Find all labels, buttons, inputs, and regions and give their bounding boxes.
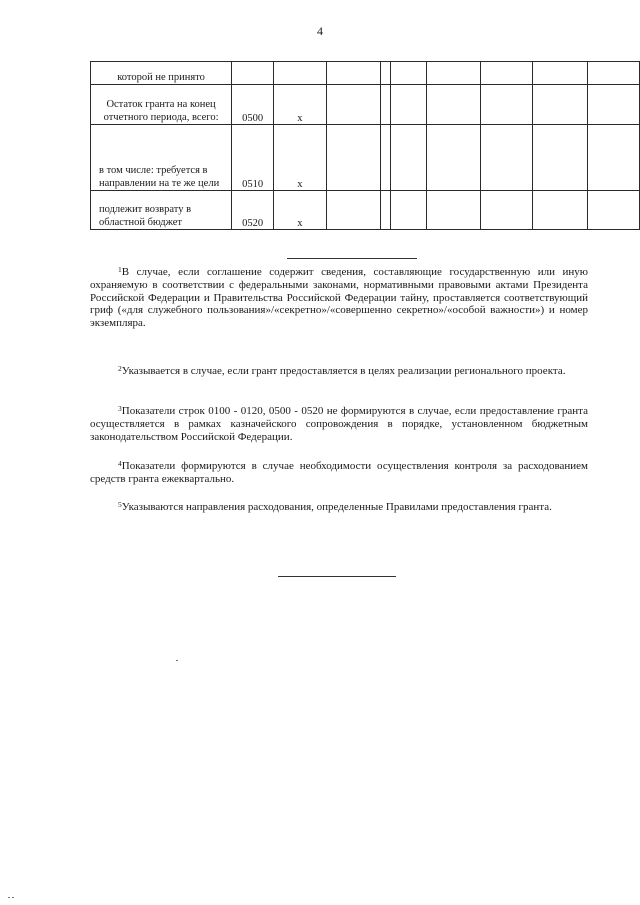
footnote-marker: 4 <box>118 459 122 468</box>
footnote-marker: 2 <box>118 364 122 373</box>
footnote-separator <box>287 258 417 259</box>
footnote-text: В случае, если соглашение содержит сведения, составляющие государственную или иную охраняемую в соответствии с федеральными законами, нормативными правовыми актами Президента Российской Федерации и Правительства Российской Федерации тайну, проставляется соответствующий гриф («для служебного пользования»/«секретно»/«совершенно секретно»/«особой важности») и номер экземпляра. <box>90 266 588 330</box>
row-label: в том числе: требуется в направлении на те же цели <box>91 125 232 191</box>
footnote-text: Показатели формируются в случае необходимости осуществления контроля за расходованием средств гранта ежеквартально. <box>90 460 588 485</box>
footnote-3 <box>90 405 588 443</box>
footnote-2 <box>90 365 588 378</box>
empty-cell <box>480 125 532 191</box>
table-row <box>91 191 640 230</box>
empty-cell <box>426 125 480 191</box>
grant-report-table <box>90 61 640 230</box>
footnote-text: Указывается в случае, если грант предоставляется в целях реализации регионального проекта. <box>121 365 566 377</box>
end-separator <box>278 576 396 577</box>
footnote-marker: 1 <box>118 265 122 274</box>
empty-cell <box>587 62 639 85</box>
table-row <box>91 62 640 85</box>
row-code: 0500 <box>232 85 274 125</box>
empty-cell <box>587 85 639 125</box>
row-code: 0520 <box>232 191 274 230</box>
table-row <box>91 125 640 191</box>
empty-cell <box>391 62 426 85</box>
row-mark: x <box>274 125 327 191</box>
row-label: которой не принято <box>91 62 232 85</box>
empty-cell <box>533 191 587 230</box>
empty-cell <box>587 191 639 230</box>
empty-cell <box>587 125 639 191</box>
empty-cell <box>533 85 587 125</box>
footnote-5 <box>90 501 588 514</box>
empty-cell <box>480 85 532 125</box>
empty-cell <box>380 62 391 85</box>
empty-cell <box>380 85 391 125</box>
empty-cell <box>533 125 587 191</box>
row-label: Остаток гранта на конец отчетного периода, всего: <box>91 85 232 125</box>
empty-cell <box>380 125 391 191</box>
table-row <box>91 85 640 125</box>
empty-cell <box>391 85 426 125</box>
footnote-4 <box>90 460 588 486</box>
footnote-marker: 3 <box>118 404 122 413</box>
empty-cell <box>533 62 587 85</box>
row-mark <box>274 62 327 85</box>
empty-cell <box>326 62 380 85</box>
scan-speck <box>176 660 178 661</box>
empty-cell <box>426 62 480 85</box>
footnote-1 <box>90 266 588 330</box>
scan-speck <box>8 897 10 898</box>
row-code: 0510 <box>232 125 274 191</box>
row-label: подлежит возврату в областной бюджет <box>91 191 232 230</box>
empty-cell <box>480 191 532 230</box>
empty-cell <box>380 191 391 230</box>
empty-cell <box>391 191 426 230</box>
footnote-text: Показатели строк 0100 - 0120, 0500 - 0520 не формируются в случае, если предоставление гранта осуществляется в рамках казначейского сопровождения в порядке, установленном бюджетным законодательством Российской Федерации. <box>90 405 588 443</box>
footnote-marker: 5 <box>118 500 122 509</box>
page-number: 4 <box>317 24 323 38</box>
footnote-text: Указываются направления расходования, определенные Правилами предоставления гранта. <box>121 501 552 513</box>
row-mark: x <box>274 191 327 230</box>
empty-cell <box>391 125 426 191</box>
row-code <box>232 62 274 85</box>
empty-cell <box>326 191 380 230</box>
empty-cell <box>326 125 380 191</box>
scan-speck <box>12 897 14 898</box>
empty-cell <box>480 62 532 85</box>
empty-cell <box>426 85 480 125</box>
row-mark: x <box>274 85 327 125</box>
empty-cell <box>326 85 380 125</box>
empty-cell <box>426 191 480 230</box>
